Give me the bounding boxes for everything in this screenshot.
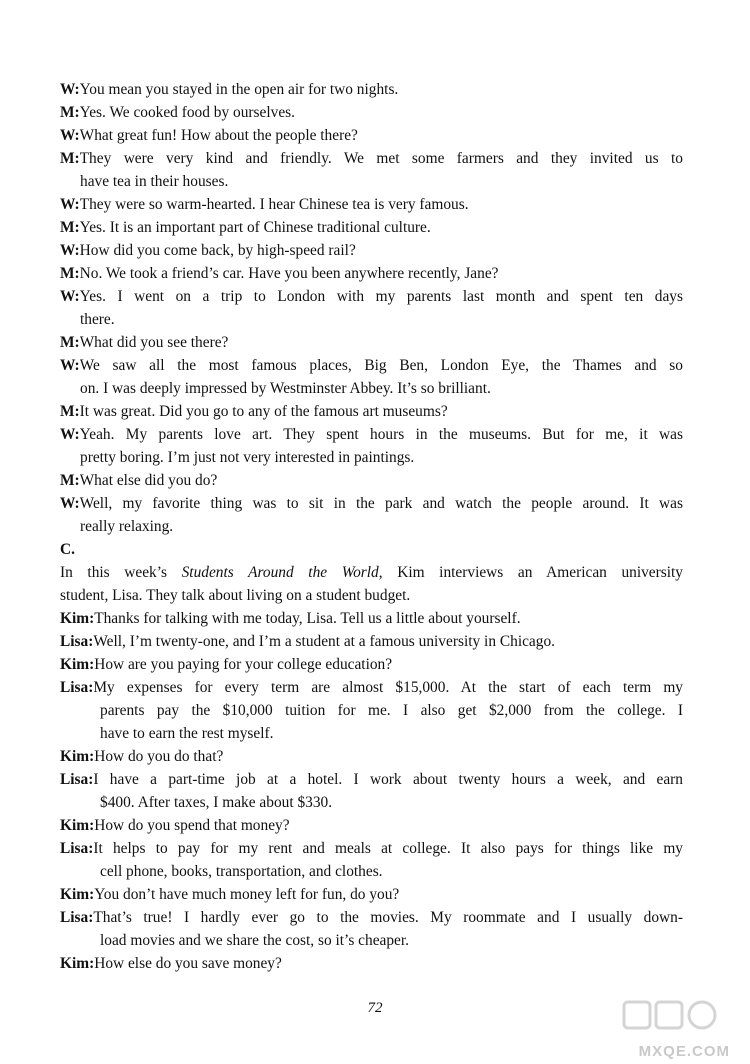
dialog-line [60,952,683,975]
speaker-label: Kim: [60,886,95,903]
intro-text: student, Lisa. They talk about living on a student budget. [60,587,411,604]
line-text: Yes. It is an important part of Chinese traditional culture. [79,219,431,236]
speaker-label: Kim: [60,656,95,673]
line-text: They were very kind and friendly. We met some farmers and they invited us to [79,150,683,167]
speaker-label: M: [60,265,80,282]
dialog-line [60,768,683,791]
line-text: have tea in their houses. [80,173,229,190]
speaker-label: W: [60,495,80,512]
line-text: We saw all the most famous places, Big Ben, London Eye, the Thames and so [79,357,683,374]
speaker-label: M: [60,104,80,121]
section-label: C. [60,541,75,558]
dialog-line [60,331,683,354]
speaker-label: Lisa: [60,771,94,788]
line-text: Thanks for talking with me today, Lisa. Tell us a little about yourself. [94,610,521,627]
line-text: cell phone, books, transportation, and clothes. [100,863,383,880]
intro-post: , Kim interviews an American university [378,564,683,581]
dialog-1 [60,78,683,538]
line-text: What great fun! How about the people there? [79,127,358,144]
dialog-line [60,239,683,262]
speaker-label: Lisa: [60,909,94,926]
speaker-label: Kim: [60,748,95,765]
line-text: How do you do that? [94,748,224,765]
watermark-text: MXQE.COM [638,1043,730,1060]
speaker-label: M: [60,334,80,351]
line-text: Well, I’m twenty-one, and I’m a student at a famous university in Chicago. [93,633,556,650]
speaker-label: Kim: [60,610,95,627]
speaker-label: W: [60,196,80,213]
speaker-label: W: [60,242,80,259]
dialog-line [60,745,683,768]
line-text: Yes. I went on a trip to London with my parents last month and spent ten days [79,288,683,305]
section-heading [60,538,683,561]
line-text: That’s true! I hardly ever go to the movies. My roommate and I usually down- [93,909,683,926]
line-text: No. We took a friend’s car. Have you been anywhere recently, Jane? [79,265,499,282]
dialog-line-continued [60,791,683,814]
line-text: Yes. We cooked food by ourselves. [79,104,296,121]
dialog-line [60,469,683,492]
line-text: My expenses for every term are almost $15,000. At the start of each term my [93,679,683,696]
speaker-label: Kim: [60,955,95,972]
line-text: They were so warm-hearted. I hear Chinese tea is very famous. [79,196,469,213]
speaker-label: M: [60,219,80,236]
line-text: have to earn the rest myself. [100,725,274,742]
document-body [60,78,683,975]
line-text: It helps to pay for my rent and meals at college. It also pays for things like my [93,840,683,857]
line-text: How did you come back, by high-speed rail? [79,242,356,259]
line-text: really relaxing. [80,518,174,535]
speaker-label: M: [60,472,80,489]
intro-pre: In this week’s [60,564,182,581]
intro-line [60,561,683,584]
line-text: I have a part-time job at a hotel. I work about twenty hours a week, and earn [93,771,683,788]
speaker-label: W: [60,127,80,144]
line-text: load movies and we share the cost, so it’s cheaper. [100,932,410,949]
speaker-label: Lisa: [60,633,94,650]
line-text: How else do you save money? [94,955,282,972]
speaker-label: W: [60,81,80,98]
intro-text [60,561,683,584]
dialog-line-continued [60,446,683,469]
dialog-line [60,676,683,699]
dialog-line-continued [60,722,683,745]
line-text: Yeah. My parents love art. They spent hours in the museums. But for me, it was [79,426,683,443]
program-title: Students Around the World [181,564,379,581]
speaker-label: Lisa: [60,840,94,857]
line-text: on. I was deeply impressed by Westminster Abbey. It’s so brilliant. [80,380,491,397]
dialog-line [60,400,683,423]
dialog-line-continued [60,308,683,331]
dialog-line [60,837,683,860]
dialog-line-continued [60,515,683,538]
line-text: pretty boring. I’m just not very interested in paintings. [80,449,415,466]
line-text: You mean you stayed in the open air for two nights. [79,81,399,98]
line-text: What did you see there? [79,334,229,351]
speaker-label: W: [60,357,80,374]
line-text: How do you spend that money? [94,817,290,834]
dialog-line [60,354,683,377]
dialog-line-continued [60,377,683,400]
speaker-label: Kim: [60,817,95,834]
dialog-line-continued [60,860,683,883]
dialog-line-continued [60,170,683,193]
line-text: You don’t have much money left for fun, do you? [94,886,400,903]
dialog-line-continued [60,699,683,722]
line-text: What else did you do? [79,472,218,489]
dialog-line [60,78,683,101]
dialog-line [60,630,683,653]
dialog-line [60,906,683,929]
dialog-line-continued [60,929,683,952]
dialog-line [60,101,683,124]
dialog-line [60,124,683,147]
speaker-label: W: [60,426,80,443]
line-text: there. [80,311,115,328]
speaker-label: M: [60,150,80,167]
line-text: Well, my favorite thing was to sit in the park and watch the people around. It was [79,495,683,512]
line-text: It was great. Did you go to any of the famous art museums? [79,403,448,420]
speaker-label: W: [60,288,80,305]
dialog-line [60,193,683,216]
line-text: parents pay the $10,000 tuition for me. I also get $2,000 from the college. I [100,702,683,719]
dialog-line [60,262,683,285]
dialog-2 [60,607,683,975]
dialog-line [60,492,683,515]
page-number: 72 [367,1000,383,1016]
dialog-line [60,285,683,308]
intro-line [60,584,683,607]
dialog-line [60,883,683,906]
speaker-label: M: [60,403,80,420]
speaker-label: Lisa: [60,679,94,696]
dialog-line [60,147,683,170]
dialog-line [60,607,683,630]
line-text: $400. After taxes, I make about $330. [100,794,333,811]
dialog-line [60,814,683,837]
dialog-line [60,423,683,446]
line-text: How are you paying for your college education? [94,656,393,673]
dialog-line [60,216,683,239]
dialog-line [60,653,683,676]
